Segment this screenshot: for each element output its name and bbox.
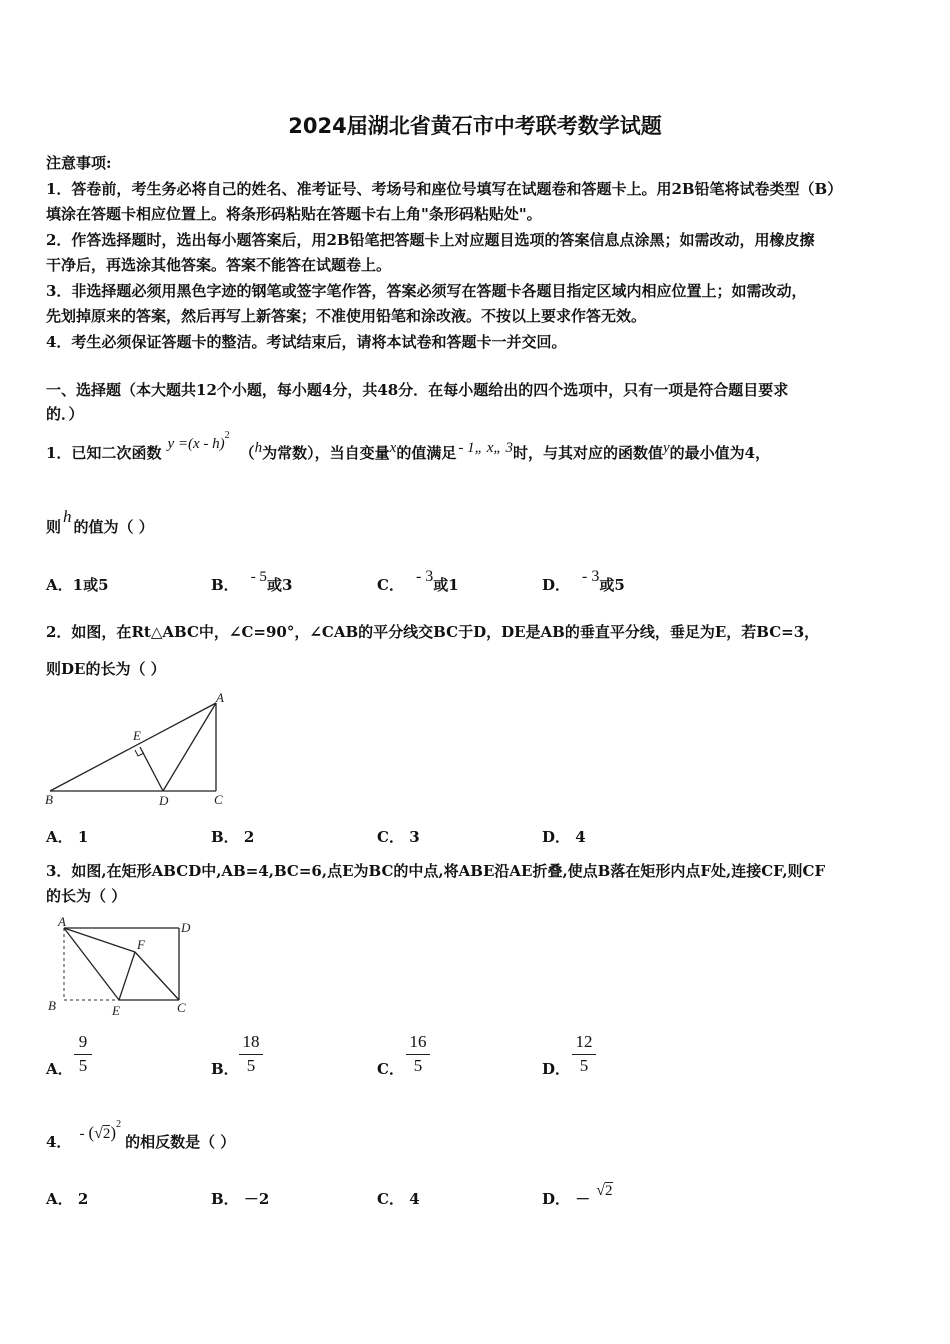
line-ad [163,703,216,791]
question-1-stem: 1．已知二次函数 y =(x - h)$^2$（h为常数），当自变量x的值满足 - 1„ x„ 3时，与其对应的函数值y的最小值为4， [46,430,771,462]
quadratic-formula: y =(x - h) [167,436,225,452]
q2-option-a[interactable]: A． 1 [46,828,89,846]
sqrt-radicand: 2 [102,1126,111,1142]
q1-option-c[interactable]: C． - 3或1 [377,568,459,594]
label-e: E [112,1003,120,1018]
section-heading: 一、选择题（本大题共12个小题，每小题4分，共48分．在每小题给出的四个选项中，只有一项是符合题目要求 [46,381,789,399]
label-a: A [58,914,66,929]
label-d: D [181,920,191,935]
label-f: F [137,937,145,952]
q2-triangle-figure [40,690,240,810]
question-2-ask: 则DE的长为（ ） [46,660,166,678]
q2-option-d[interactable]: D． 4 [542,828,586,846]
page-title: 2024届湖北省黄石市中考联考数学试题 [288,114,662,138]
label-c: C [214,792,223,807]
x-range: - 1„ x„ 3 [458,440,513,456]
label-d: D [159,793,169,808]
q1-option-a[interactable]: A．1或5 [46,576,109,594]
q2-option-c[interactable]: C． 3 [377,828,420,846]
line-ab [50,703,216,791]
line-af [64,928,135,952]
q1-option-d[interactable]: D． - 3或5 [542,568,625,594]
q4-option-c[interactable]: C． 4 [377,1190,420,1208]
question-2-stem: 2．如图，在Rt△ABC中，∠C=90°，∠CAB的平分线交BC于D，DE是AB的垂直平分线，垂足为E，若BC=3， [46,623,820,641]
label-e: E [133,728,141,743]
q3-option-b-label[interactable]: B． [211,1060,239,1078]
sqrt-radicand: 2 [605,1183,613,1199]
label-c: C [177,1000,186,1015]
question-3-ask: 的长为（ ） [46,887,127,905]
question-1-ask: 则h的值为（ ） [46,507,154,536]
q3-option-c-label[interactable]: C． [377,1060,404,1078]
q1-option-b[interactable]: B． - 5或3 [211,569,293,594]
line-fe [119,952,135,1000]
notice-line: 2．作答选择题时，选出每小题答案后，用2B铅笔把答题卡上对应题目选项的答案信息点涂黑；如需改动，用橡皮擦 [46,231,815,249]
notice-line: 填涂在答题卡相应位置上。将条形码粘贴在答题卡右上角"条形码粘贴处"。 [46,205,542,223]
notice-heading: 注意事项: [46,154,112,172]
line-ae [64,928,119,1000]
notice-line: 先划掉原来的答案，然后再写上新答案；不准使用铅笔和涂改液。不按以上要求作答无效。 [46,307,647,325]
line-fc [135,952,179,1000]
section-heading-cont: 的．） [46,405,84,423]
label-b: B [48,998,56,1013]
question-3-stem: 3．如图,在矩形ABCD中,AB=4,BC=6,点E为BC的中点,将ABE沿AE折叠,使点B落在矩形内点F处,连接CF,则CF [46,862,826,880]
q3-option-a-fraction[interactable]: $\frac{9}{5}$ [74,1033,92,1075]
q3-option-d-fraction[interactable]: $\frac{12}{5}$ [572,1033,596,1075]
q3-rectangle-figure [44,912,204,1024]
q4-option-a[interactable]: A． 2 [46,1190,89,1208]
question-4-stem: 4． - $(√2)^2$的相反数是（ ） [46,1119,236,1151]
q4-option-d[interactable]: D． － √2 [542,1182,613,1208]
notice-line: 4．考生必须保证答题卡的整洁。考试结束后，请将本试卷和答题卡一并交回。 [46,333,567,351]
q4-option-b[interactable]: B． －2 [211,1190,270,1208]
notice-line: 3．非选择题必须用黑色字迹的钢笔或签字笔作答，答案必须写在答题卡各题目指定区域内相应位置上；如需改动， [46,282,807,300]
q2-option-b[interactable]: B． 2 [211,828,255,846]
q3-option-d-label[interactable]: D． [542,1060,571,1078]
notice-line: 干净后，再选涂其他答案。答案不能答在试题卷上。 [46,256,392,274]
q3-option-a-label[interactable]: A． [46,1060,73,1078]
q3-option-c-fraction[interactable]: $\frac{16}{5}$ [406,1033,430,1075]
label-a: A [216,690,224,705]
label-b: B [45,792,53,807]
notice-line: 1．答卷前，考生务必将自己的姓名、准考证号、考场号和座位号填写在试题卷和答题卡上。用2B铅笔将试卷类型（B） [46,180,843,198]
q3-option-b-fraction[interactable]: $\frac{18}{5}$ [239,1033,263,1075]
